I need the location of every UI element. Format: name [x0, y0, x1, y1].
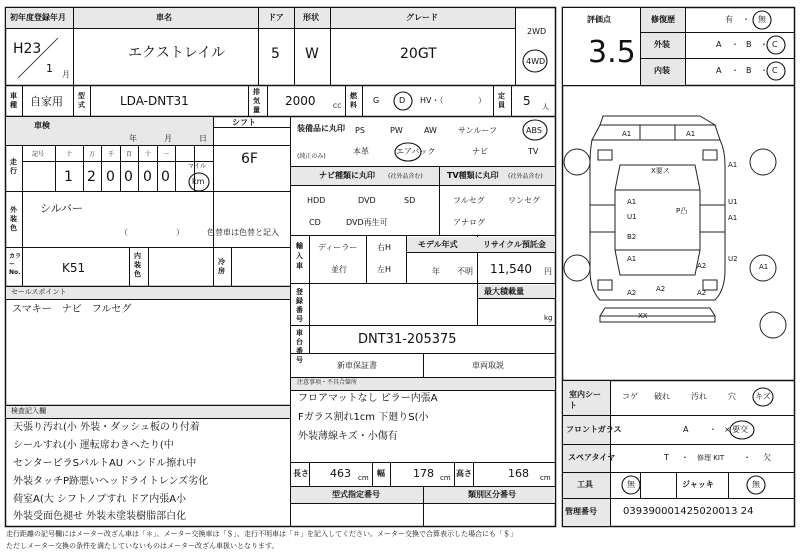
sales-point-label: セールスポイント [11, 288, 67, 296]
seat-hole: 穴 [728, 392, 736, 401]
ext-grade-a: A [716, 40, 722, 49]
windshield-sep: ・ [709, 425, 717, 434]
category-no-label: 類別区分番号 [468, 490, 516, 499]
doc-manual: 車両取説 [472, 361, 504, 370]
use-value: 自家用 [30, 95, 63, 108]
mileage-digit-2: 0 [106, 169, 115, 185]
door-count: 5 [271, 46, 280, 62]
windshield-x: × [724, 425, 731, 434]
navi-cd: CD [309, 218, 321, 227]
notes-line-3: 外装薄線キズ・小傷有 [298, 431, 398, 442]
chassis-label: 車台番号 [296, 329, 303, 364]
navi-label: ナビ種類に丸印 [319, 171, 375, 180]
navi-hdd: HDD [307, 196, 326, 205]
import-dealer: ディーラー [318, 243, 358, 252]
int-grade-sep1: ・ [731, 66, 739, 75]
import-rh: 右H [377, 243, 392, 252]
mileage-km: km [192, 177, 205, 186]
footer-line-1: 走行距離の記号欄にはメーター改ざん車は「＊」、メーター交換車は「＄」、走行不明車は「＃」を記入してください。メーター交換で合算表示した場合にも「＄」 [6, 530, 517, 538]
equip-pw: PW [390, 126, 403, 135]
diag-xx-bumper: XX [638, 312, 648, 320]
mgmt-label: 管理番号 [565, 507, 597, 516]
equip-abs: ABS [526, 126, 542, 135]
diag-p-roof: P凸 [676, 207, 688, 215]
spare-sep2: ・ [743, 453, 751, 462]
equip-label: 装備品に丸印 [297, 124, 345, 133]
notes-line-2: Fガラス割れ1cm 下廻りS(小 [298, 412, 429, 423]
diag-a2-rear-left: A2 [627, 289, 637, 297]
capacity-unit: 人 [542, 103, 549, 111]
length-unit: cm [358, 474, 369, 482]
type-label: 型式 [78, 92, 85, 109]
inspection-month: 月 [164, 134, 172, 143]
import-label: 輸入車 [296, 242, 303, 270]
color-paren: （ ） [120, 228, 184, 237]
color-value: シルバー [40, 202, 83, 215]
equip-ps: PS [355, 126, 365, 135]
spare-none: 欠 [763, 453, 771, 462]
equip-tv: TV [528, 147, 539, 156]
mileage-sym-label: 記号 [32, 151, 45, 158]
color-no-value: K51 [62, 261, 86, 275]
shape-label: 形状 [303, 13, 319, 22]
diag-a1-top-right: A1 [686, 130, 696, 138]
jack-value: 無 [752, 480, 760, 489]
notes-line-1: フロアマットなし ピラー内張A [298, 393, 438, 404]
color-note: 色替車は色替と記入 [207, 228, 279, 237]
exterior-label: 外装 [654, 40, 670, 49]
repair-label: 修復歴 [651, 15, 675, 24]
diag-u1-right-door: U1 [728, 198, 738, 206]
load-unit: kg [544, 314, 553, 322]
footer-line-2: ただしメーター交換の条件を満たしていないものはメーター改ざん車扱いとなります。 [6, 542, 279, 550]
drive-2wd: 2WD [527, 27, 547, 36]
equip-sub: (純正のみ) [297, 153, 326, 160]
tv-analog: アナログ [453, 218, 485, 227]
grade-value: 20GT [400, 46, 437, 62]
mileage-digit-3: 0 [124, 169, 133, 185]
car-name-label: 車名 [156, 13, 172, 22]
recycle-value: 11,540 [490, 262, 532, 276]
equip-leather: 本革 [353, 147, 369, 156]
diag-a1-right-door: A1 [728, 214, 738, 222]
sales-point-text: スマキー ナビ フルセグ [12, 304, 132, 315]
ext-grade-c: C [772, 40, 778, 49]
diag-u1-left-door: U1 [627, 213, 637, 221]
displacement-label: 排気量 [253, 88, 260, 114]
repair-yes: 有 [725, 15, 733, 24]
mileage-unit-0: 十 [66, 151, 73, 158]
doc-warranty: 新車保証書 [337, 361, 377, 370]
mgmt-value: 039390001425020013 24 [623, 506, 754, 517]
capacity-value: 5 [523, 94, 531, 108]
ac-label: 冷房 [218, 258, 225, 275]
jack-label: ジャッキ [682, 480, 714, 489]
equip-navi: ナビ [472, 147, 488, 156]
tv-fullseg: フルセグ [453, 196, 485, 205]
diag-x-need: X要ス [651, 167, 670, 175]
equip-airbag: エアバック [396, 147, 436, 156]
mileage-unit-1: 万 [89, 151, 96, 158]
navi-dvd: DVD [358, 196, 376, 205]
ext-grade-b: B [746, 40, 752, 49]
fuel-close: ） [478, 96, 486, 105]
height-value: 168 [508, 467, 529, 480]
seat-burn: コゲ [622, 392, 638, 401]
diag-b2-left: B2 [627, 233, 637, 241]
first-reg-month: 1 [46, 62, 53, 75]
navi-sd: SD [404, 196, 416, 205]
diag-a1-left-door: A1 [627, 198, 637, 206]
spare-t: T [664, 453, 669, 462]
mileage-digit-0: 1 [64, 169, 73, 185]
length-label: 長さ [293, 469, 309, 478]
mileage-unit-4: 十 [145, 151, 152, 158]
mileage-mile: マイル [188, 163, 206, 170]
diag-a1-right-wheel: A1 [759, 263, 769, 271]
import-parallel: 並行 [331, 265, 347, 274]
regno-label: 登録番号 [296, 288, 303, 323]
inspector-line-4: 外装タッチP跡悪いヘッドライトレンズ劣化 [13, 476, 209, 487]
repair-none: 無 [758, 15, 766, 24]
type-no-label: 型式指定番号 [332, 490, 380, 499]
ext-grade-sep1: ・ [731, 40, 739, 49]
equip-aw: AW [424, 126, 437, 135]
tools-label: 工具 [577, 480, 593, 489]
inspection-year: 年 [129, 134, 137, 143]
car-diagram [564, 116, 786, 338]
tv-oneseg: ワンセグ [508, 196, 540, 205]
tv-sub: (社外品含む) [508, 173, 543, 180]
tv-label: TV種類に丸印 [447, 171, 499, 180]
first-reg-month-unit: 月 [62, 70, 70, 79]
mileage-unit-2: 千 [108, 151, 115, 158]
seat-scratch: キズ [755, 392, 771, 401]
diag-a1-top-left: A1 [622, 130, 632, 138]
shift-value: 6F [241, 151, 258, 167]
navi-sub: (社外品含む) [388, 173, 423, 180]
inspection-label: 車検 [34, 121, 50, 130]
inspector-label: 検査記入欄 [11, 407, 46, 415]
diag-a1-left-rear: A1 [627, 255, 637, 263]
spare-sep: ・ [681, 453, 689, 462]
interior-label: 内装 [654, 66, 670, 75]
inspection-day: 日 [199, 134, 207, 143]
use-label: 車種 [10, 92, 17, 109]
fuel-hybrid: HV・（ [420, 96, 444, 105]
mileage-unit-3: 百 [126, 151, 133, 158]
score-label: 評価点 [587, 15, 611, 24]
diag-a2-lower-right: A2 [697, 262, 707, 270]
height-unit: cm [540, 474, 551, 482]
diag-a1-right-fender: A1 [728, 161, 738, 169]
displacement-value: 2000 [285, 94, 316, 108]
width-label: 幅 [377, 469, 385, 478]
chassis-value: DNT31-205375 [358, 332, 457, 347]
mileage-label: 走行 [10, 158, 17, 175]
spare-label: スペアタイヤ [568, 453, 616, 462]
import-lh: 左H [377, 265, 392, 274]
height-label: 高さ [456, 469, 472, 478]
interior-color-label: 内装色 [134, 252, 141, 278]
score-value: 3.5 [588, 35, 636, 70]
first-reg-label: 初年度登録年月 [10, 13, 66, 22]
notes-label: 注意事項・不具合箇所 [297, 379, 358, 386]
inspector-line-6: 外装受面色褪せ 外装未塗装樹脂部白化 [13, 511, 187, 522]
inspector-line-3: センターピラSパルトAU ハンドル擦れ中 [13, 458, 197, 469]
mileage-digit-4: 0 [143, 169, 152, 185]
car-name: エクストレイル [128, 45, 226, 61]
width-unit: cm [440, 474, 451, 482]
length-value: 463 [330, 467, 351, 480]
tools-value: 無 [627, 480, 635, 489]
width-value: 178 [413, 467, 434, 480]
mileage-unit-5: 一 [163, 151, 170, 158]
model-year-value: 不明 [457, 267, 473, 276]
fuel-label: 燃料 [350, 92, 357, 109]
type-value: LDA-DNT31 [120, 94, 189, 108]
load-label: 最大積載量 [484, 287, 524, 296]
int-grade-c: C [772, 66, 778, 75]
diag-a2-rear-right: A2 [697, 289, 707, 297]
model-year-unit: 年 [432, 267, 440, 276]
recycle-unit: 円 [544, 267, 552, 276]
fuel-diesel: D [399, 96, 406, 105]
diag-a2-rear-center: A2 [656, 285, 666, 293]
grade-label: グレード [406, 13, 438, 22]
capacity-label: 定員 [498, 92, 505, 109]
int-grade-b: B [746, 66, 752, 75]
interior-seat-label: 室内シート [569, 390, 601, 410]
ext-grade-sep2: ・ [760, 40, 768, 49]
spare-kit: 修理 KIT [697, 454, 725, 462]
recycle-label: リサイクル預託金 [483, 240, 546, 249]
inspector-line-5: 荷室A(大 シフトノブすれ ドア内張A小 [13, 494, 187, 505]
windshield-label: フロントガラス [566, 425, 622, 434]
cc-unit: CC [333, 103, 342, 110]
mileage-digit-1: 2 [87, 169, 96, 185]
color-label: 外装色 [10, 206, 17, 232]
windshield-a: A [683, 425, 689, 434]
int-grade-a: A [716, 66, 722, 75]
model-year-label: モデル年式 [418, 240, 458, 249]
door-label: ドア [268, 13, 284, 22]
repair-sep: ・ [742, 15, 750, 24]
int-grade-sep2: ・ [760, 66, 768, 75]
first-reg-era: H23 [13, 41, 42, 57]
seat-dirt: 汚れ [691, 392, 707, 401]
inspector-line-1: 天張り汚れ(小 外装・ダッシュ板のり付着 [13, 422, 200, 433]
navi-dvd-play: DVD再生可 [346, 218, 388, 227]
shift-label: シフト [232, 118, 256, 127]
drive-4wd: 4WD [526, 57, 546, 66]
equip-sunroof: サンルーフ [458, 126, 497, 135]
mileage-digit-5: 0 [161, 169, 170, 185]
diag-u2-right-rear: U2 [728, 255, 738, 263]
color-no-label: カラーNo. [9, 253, 22, 276]
shape-value: W [305, 46, 319, 62]
fuel-gas: G [373, 96, 380, 105]
seat-tear: 破れ [654, 392, 670, 401]
windshield-need: 要交 [732, 425, 748, 434]
inspector-line-2: シールすれ(小 運転席わきへたり(中 [13, 440, 174, 451]
